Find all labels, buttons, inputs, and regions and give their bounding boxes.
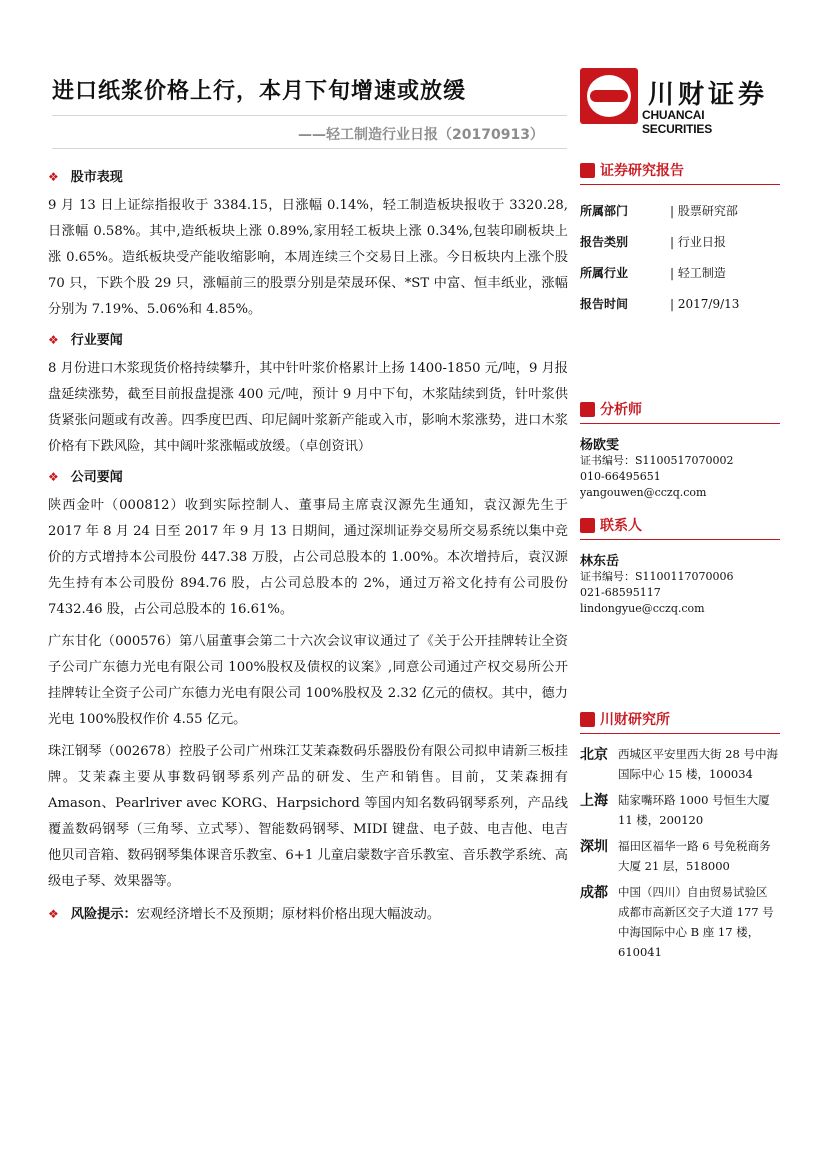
section-heading-market: ❖ 股市表现	[48, 170, 123, 185]
logo-name-cn: 川财证券	[648, 80, 769, 110]
analyst-email[interactable]: yangouwen@cczq.com	[580, 486, 707, 499]
office-shanghai: 上海 陆家嘴环路 1000 号恒生大厦 11 楼，200120	[580, 793, 770, 827]
logo-mark-icon	[580, 68, 638, 124]
office-chengdu: 成都 中国（四川）自由贸易试验区成都市高新区交子大道 177 号中海国际中心 B 座 17 楼，610041	[580, 885, 774, 959]
sidebar-heading-institute: 川财研究所	[580, 709, 780, 734]
logo-name-en: CHUANCAI SECURITIES	[642, 108, 713, 136]
company-logo	[580, 68, 775, 136]
sidebar-heading-contact: 联系人	[580, 515, 780, 540]
square-bullet-icon	[580, 402, 595, 417]
analyst-phone: 010-66495651	[580, 470, 661, 483]
section-heading-company: ❖ 公司要闻	[48, 470, 123, 485]
company-paragraph-3: 珠江钢琴（002678）控股子公司广州珠江艾茉森数码乐器股份有限公司拟申请新三板挂牌。艾茉森主要从事数码钢琴系列产品的研发、生产和销售。目前，艾茉森拥有 Amason、Pearlriver avec KORG、Harpsichord 等国内知名数码钢琴系列，产品线覆盖数码钢琴（三角琴、立式琴）、智能数码钢琴、MIDI 键盘、电子鼓、电吉他、电吉他贝司音箱、数码钢琴集体课音乐教室、6+1 儿童启蒙数字音乐教室、音乐教学系统、高级电子琴、效果器等。	[48, 744, 568, 889]
main-content	[48, 160, 568, 928]
section-heading-industry: ❖ 行业要闻	[48, 333, 123, 348]
sidebar-heading-analyst: 分析师	[580, 399, 780, 424]
subtitle-divider	[52, 148, 567, 149]
office-shenzhen: 深圳 福田区福华一路 6 号免税商务大厦 21 层，518000	[580, 839, 771, 873]
diamond-bullet-icon: ❖	[48, 170, 59, 184]
contact-email[interactable]: lindongyue@cczq.com	[580, 602, 705, 615]
header-divider	[52, 115, 567, 116]
report-subtitle: ——轻工制造行业日报（20170913）	[298, 127, 544, 143]
meta-row-date: 报告时间 | 2017/9/13	[580, 296, 740, 311]
square-bullet-icon	[580, 163, 595, 178]
risk-warning: ❖ 风险提示：宏观经济增长不及预期；原材料价格出现大幅波动。	[48, 907, 441, 922]
meta-row-department: 所属部门 | 股票研究部	[580, 204, 738, 218]
contact-name: 林东岳	[580, 554, 620, 569]
meta-row-industry: 所属行业 | 轻工制造	[580, 266, 726, 280]
analyst-cert: 证书编号：S1100517070002	[580, 454, 734, 467]
company-paragraph-1: 陕西金叶（000812）收到实际控制人、董事局主席袁汉源先生通知，袁汉源先生于 2017 年 8 月 24 日至 2017 年 9 月 13 日期间，通过深圳证券交易所交易系统以集中竞价的方式增持本公司股份 447.38 万股，占公司总股本的 1.00%。本次增持后，袁汉源先生持有本公司股份 894.76 股，占公司总股本的 2%，通过万裕文化持有公司股份 7432.46 股，占公司总股本的 16.61%。	[48, 498, 568, 617]
square-bullet-icon	[580, 712, 595, 727]
sidebar	[580, 160, 780, 968]
diamond-bullet-icon: ❖	[48, 470, 59, 484]
report-title: 进口纸浆价格上行，本月下旬增速或放缓	[52, 79, 467, 104]
company-paragraph-2: 广东甘化（000576）第八届董事会第二十六次会议审议通过了《关于公开挂牌转让全资子公司广东德力光电有限公司 100%股权及债权的议案》,同意公司通过产权交易所公开挂牌转让全资子公司广东德力光电有限公司 100%股权及 2.32 亿元的债权。其中，德力光电 100%股权作价 4.55 亿元。	[48, 634, 568, 727]
analyst-name: 杨欧雯	[580, 438, 620, 453]
office-beijing: 北京 西城区平安里西大街 28 号中海国际中心 15 楼，100034	[580, 747, 778, 781]
market-paragraph: 9 月 13 日上证综指报收于 3384.15，日涨幅 0.14%，轻工制造板块报收于 3320.28,日涨幅 0.58%。其中,造纸板块上涨 0.89%,家用轻工板块上涨 0.34%,包装印刷板块上涨 0.65%。造纸板块受产能收缩影响，本周连续三个交易日上涨。今日板块内上涨个股 70 只，下跌个股 29 只，涨幅前三的股票分别是荣晟环保、*ST 中富、恒丰纸业，涨幅分别为 7.19%、5.06%和 4.85%。	[48, 198, 568, 317]
diamond-bullet-icon: ❖	[48, 907, 59, 921]
meta-row-category: 报告类别 | 行业日报	[580, 235, 726, 249]
diamond-bullet-icon: ❖	[48, 333, 59, 347]
square-bullet-icon	[580, 518, 595, 533]
industry-paragraph: 8 月份进口木浆现货价格持续攀升，其中针叶浆价格累计上扬 1400-1850 元/吨，9 月报盘延续涨势，截至目前报盘提涨 400 元/吨，预计 9 月中下旬，木浆陆续到货，针叶浆供货紧张问题或有改善。四季度巴西、印尼阔叶浆新产能或入市，影响木浆涨势，进口木浆价格有下跌风险，其中阔叶浆涨幅或放缓。（卓创资讯）	[48, 361, 568, 454]
sidebar-heading-report: 证券研究报告	[580, 160, 780, 185]
contact-phone: 021-68595117	[580, 586, 661, 599]
contact-cert: 证书编号：S1100117070006	[580, 570, 734, 583]
